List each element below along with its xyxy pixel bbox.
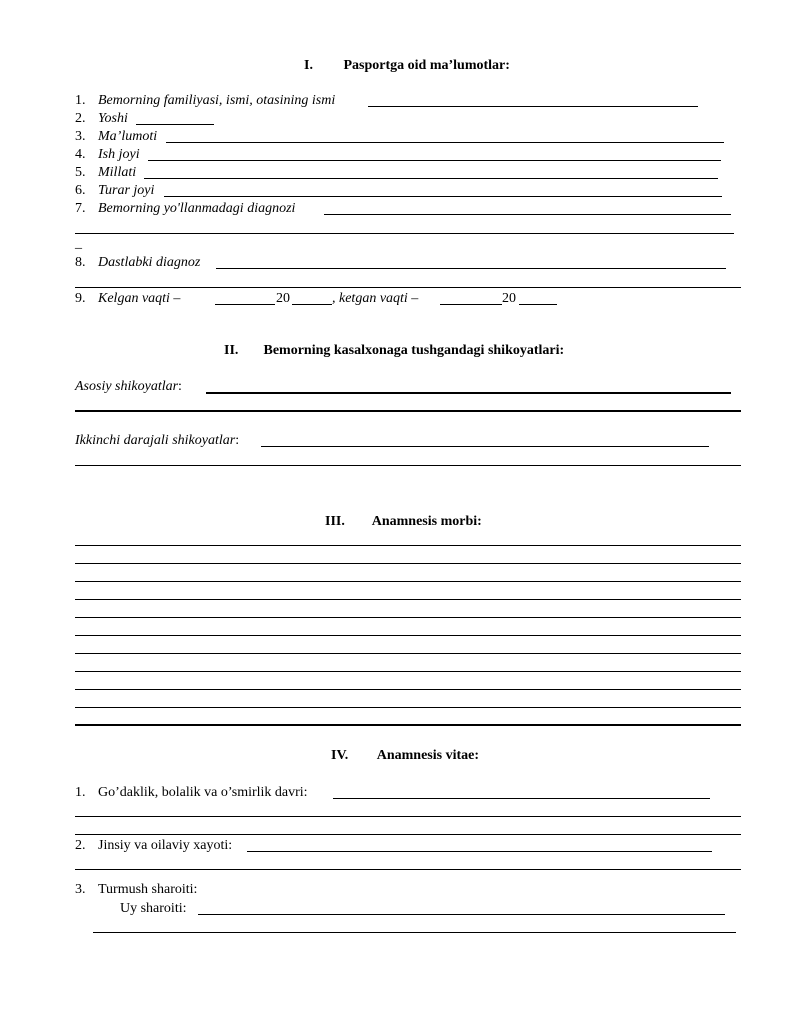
section-3-title: Anamnesis morbi: [371, 514, 482, 529]
list-item [75, 255, 200, 271]
anamnesis-morbi-line[interactable] [75, 653, 741, 654]
item-number: 2. [75, 838, 86, 853]
field-label-name: Bemorning familiyasi, ismi, otasining ismi [98, 93, 336, 108]
family-life-field-line[interactable] [247, 851, 712, 852]
anamnesis-morbi-line[interactable] [75, 671, 741, 672]
main-complaints-continuation-line[interactable] [75, 410, 741, 412]
referral-diagnosis-field-line[interactable] [324, 214, 731, 215]
secondary-complaints-label [75, 433, 239, 449]
item-number: 2. [75, 111, 86, 126]
list-item [75, 291, 180, 307]
family-life-continuation-line[interactable] [75, 869, 741, 870]
field-label-workplace: Ish joyi [98, 147, 140, 162]
field-label-arrival-time: Kelgan vaqti – [98, 291, 181, 306]
section-2-heading [224, 343, 564, 359]
anamnesis-morbi-line[interactable] [75, 689, 741, 690]
home-conditions-field-line[interactable] [198, 914, 725, 915]
childhood-field-line[interactable] [333, 798, 710, 799]
stray-mark: _ [75, 236, 82, 251]
family-life-label: Jinsiy va oilaviy xayoti: [98, 838, 233, 853]
colon: : [178, 379, 182, 394]
departure-year-line[interactable] [519, 304, 557, 305]
secondary-complaints-label-text: Ikkinchi darajali shikoyatlar [75, 433, 236, 448]
anamnesis-morbi-line[interactable] [75, 599, 741, 600]
section-1-heading [304, 58, 510, 74]
section-1-number: I. [304, 58, 313, 73]
list-item [75, 165, 136, 181]
section-4-number: IV. [331, 748, 349, 763]
list-item [75, 882, 197, 898]
list-item [75, 147, 140, 163]
list-item [75, 111, 128, 127]
departure-year-prefix: 20 [502, 291, 516, 306]
arrival-date-line[interactable] [215, 304, 275, 305]
nationality-field-line[interactable] [144, 178, 718, 179]
item-number: 7. [75, 201, 86, 216]
list-item [75, 785, 308, 801]
departure-date-line[interactable] [440, 304, 502, 305]
name-field-line[interactable] [368, 106, 698, 107]
list-item [75, 838, 232, 854]
item-number: 4. [75, 147, 86, 162]
referral-diagnosis-continuation-line[interactable] [75, 233, 734, 234]
initial-diagnosis-continuation-line[interactable] [75, 287, 741, 288]
home-conditions-continuation-line[interactable] [93, 932, 736, 933]
anamnesis-morbi-line[interactable] [75, 581, 741, 582]
anamnesis-morbi-line[interactable] [75, 635, 741, 636]
field-label-residence: Turar joyi [98, 183, 155, 198]
secondary-complaints-field-line[interactable] [261, 446, 709, 447]
main-complaints-field-line[interactable] [206, 392, 731, 394]
field-label-nationality: Millati [98, 165, 137, 180]
list-item [75, 183, 154, 199]
childhood-continuation-line[interactable] [75, 816, 741, 817]
section-2-number: II. [224, 343, 239, 358]
field-label-education: Ma’lumoti [98, 129, 158, 144]
workplace-field-line[interactable] [148, 160, 721, 161]
secondary-complaints-continuation-line[interactable] [75, 465, 741, 466]
anamnesis-morbi-line[interactable] [75, 563, 741, 564]
initial-diagnosis-field-line[interactable] [216, 268, 726, 269]
arrival-year-prefix: 20 [276, 291, 290, 306]
education-field-line[interactable] [166, 142, 724, 143]
section-3-heading [325, 514, 482, 530]
item-number: 6. [75, 183, 86, 198]
field-label-referral-diagnosis: Bemorning yo'llanmadagi diagnozi [98, 201, 296, 216]
item-number: 3. [75, 882, 86, 897]
age-field-line[interactable] [136, 124, 214, 125]
childhood-label: Go’daklik, bolalik va o’smirlik davri: [98, 785, 308, 800]
field-label-age: Yoshi [98, 111, 128, 126]
field-label-departure-time: , ketgan vaqti – [332, 291, 419, 306]
list-item [75, 129, 157, 145]
main-complaints-label [75, 379, 182, 395]
anamnesis-morbi-line[interactable] [75, 545, 741, 546]
item-number: 8. [75, 255, 86, 270]
item-number: 5. [75, 165, 86, 180]
section-1-title: Pasportga oid ma’lumotlar: [343, 58, 510, 73]
field-label-initial-diagnosis: Dastlabki diagnoz [98, 255, 201, 270]
section-3-number: III. [325, 514, 345, 529]
colon: : [235, 433, 240, 448]
section-4-heading [331, 748, 479, 764]
anamnesis-morbi-line[interactable] [75, 724, 741, 726]
item-number: 1. [75, 785, 86, 800]
childhood-continuation-line[interactable] [75, 834, 741, 835]
item-number: 1. [75, 93, 86, 108]
item-number: 3. [75, 129, 86, 144]
item-number: 9. [75, 291, 86, 306]
list-item [75, 93, 335, 109]
living-conditions-label: Turmush sharoiti: [98, 882, 198, 897]
home-conditions-label: Uy sharoiti: [120, 901, 187, 916]
main-complaints-label-text: Asosiy shikoyatlar [75, 379, 179, 394]
section-2-title: Bemorning kasalxonaga tushgandagi shikoyatlari: [263, 343, 565, 358]
residence-field-line[interactable] [164, 196, 722, 197]
list-item [75, 201, 295, 217]
arrival-year-line[interactable] [292, 304, 332, 305]
anamnesis-morbi-line[interactable] [75, 617, 741, 618]
anamnesis-morbi-line[interactable] [75, 707, 741, 708]
section-4-title: Anamnesis vitae: [376, 748, 480, 763]
